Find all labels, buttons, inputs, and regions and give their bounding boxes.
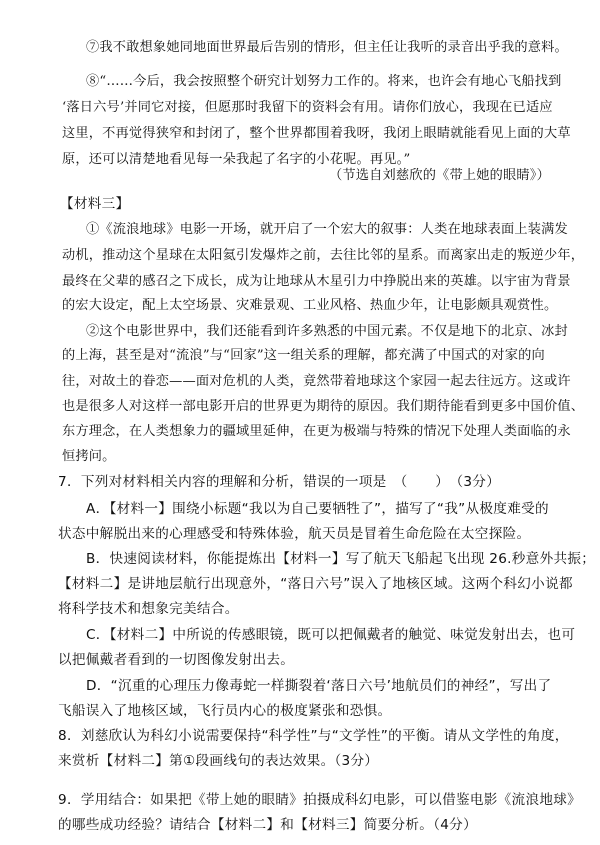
question-7-option-c: 以把佩戴者看到的一切图像发射出去。 (58, 652, 295, 668)
question-7-option-b: B．快速阅读材料，你能提炼出【材料一】写了航天飞船起飞出现 26.秒意外共振； (86, 551, 596, 567)
question-7-option-b: 【材料二】是讲地层航行出现意外，“落日六号”误入了地核区域。这两个科幻小说都 (58, 576, 573, 592)
material3-paragraph-1-line: 动机，推动这个星球在太阳氦引发爆炸之前，去往比邻的星系。而离家出走的叛逆少年， (62, 248, 585, 263)
passage-paragraph-8-line: 这里，不再觉得狭窄和封闭了，整个世界都围着我呀，我闭上眼睛就能看见上面的大草 (62, 126, 571, 141)
question-7-option-d: D．“沉重的心理压力像毒蛇一样撕裂着‘落日六号’地航员们的神经”，写出了 (86, 678, 552, 694)
material3-paragraph-2-line: 恒拷问。 (62, 449, 116, 464)
material3-heading: 【材料三】 (60, 196, 130, 212)
material3-paragraph-2-line: 也是很多人对这样一部电影开启的世界更为期待的原因。我们期待能看到更多中国价值、 (62, 399, 585, 414)
material3-paragraph-2-line: ②这个电影世界中，我们还能看到许多熟悉的中国元素。不仅是地下的北京、冰封 (86, 324, 568, 339)
passage-paragraph-8-line: ⑧“……今后，我会按照整个研究计划努力工作的。将来，也许会有地心飞船找到 (86, 74, 562, 89)
question-7-option-b: 将科学技术和想象完美结合。 (58, 601, 239, 617)
question-9-stem: 9．学用结合：如果把《带上她的眼睛》拍摄成科幻电影，可以借鉴电影《流浪地球》 (58, 792, 582, 808)
passage-source: （节选自刘慈欣的《带上她的眼睛》） (329, 168, 550, 183)
passage-paragraph-8-line: ‘落日六号’并同它对接，但愿那时我留下的资料会有用。请你们放心，我现在已适应 (62, 100, 553, 115)
question-7-stem: 7．下列对材料相关内容的理解和分析，错误的一项是 （ ） （3分） (58, 474, 501, 490)
material3-paragraph-1-line: 的宏大设定，配上太空场景、灾难景观、工业风格、热血少年，让电影颇具观赏性。 (62, 298, 558, 313)
question-9-stem: 的哪些成功经验？请结合【材料二】和【材料三】简要分析。（4分） (58, 817, 477, 833)
material3-paragraph-2-line: 东方理念，在人类想象力的疆域里延伸，在更为极端与特殊的情况下处理人类面临的永 (62, 424, 571, 439)
material3-paragraph-1-line: 最终在父辈的感召之下成长，成为让地球从木星引力中挣脱出来的英雄。以宇宙为背景 (62, 274, 571, 289)
question-7-option-d: 飞船误入了地核区域，飞行员内心的极度紧张和恐惧。 (58, 703, 392, 719)
question-8-stem: 8．刘慈欣认为科幻小说需要保持“科学性”与“文学性”的平衡。请从文学性的角度， (58, 728, 569, 744)
material3-paragraph-2-line: 往，对故土的眷恋——面对危机的人类，竟然带着地球这个家园一起去往远方。这或许 (62, 374, 571, 389)
question-7-option-c: C．【材料二】中所说的传感眼镜，既可以把佩戴者的触觉、味觉发射出去，也可 (86, 627, 576, 643)
question-7-option-a: A．【材料一】围绕小标题“我以为自己要牺牲了”，描写了“我”从极度难受的 (86, 501, 549, 517)
passage-paragraph-7: ⑦我不敢想象她同地面世界最后告别的情形，但主任让我听的录音出乎我的意料。 (86, 40, 568, 55)
material3-paragraph-1-line: ①《流浪地球》电影一开场，就开启了一个宏大的叙事：人类在地球表面上装满发 (86, 222, 568, 237)
passage-paragraph-8-line: 原，还可以清楚地看见每一朵我起了名字的小花呢。再见。” (62, 152, 411, 167)
material3-paragraph-2-line: 的上海，甚至是对“流浪”与“回家”这一组关系的理解，都充满了中国式的对家的向 (62, 348, 545, 363)
question-8-stem: 来赏析【材料二】第①段画线句的表达效果。（3分） (58, 753, 379, 769)
question-7-option-a: 状态中解脱出来的心理感受和特殊体验，航天员是冒着生命危险在太空探险。 (58, 526, 531, 542)
